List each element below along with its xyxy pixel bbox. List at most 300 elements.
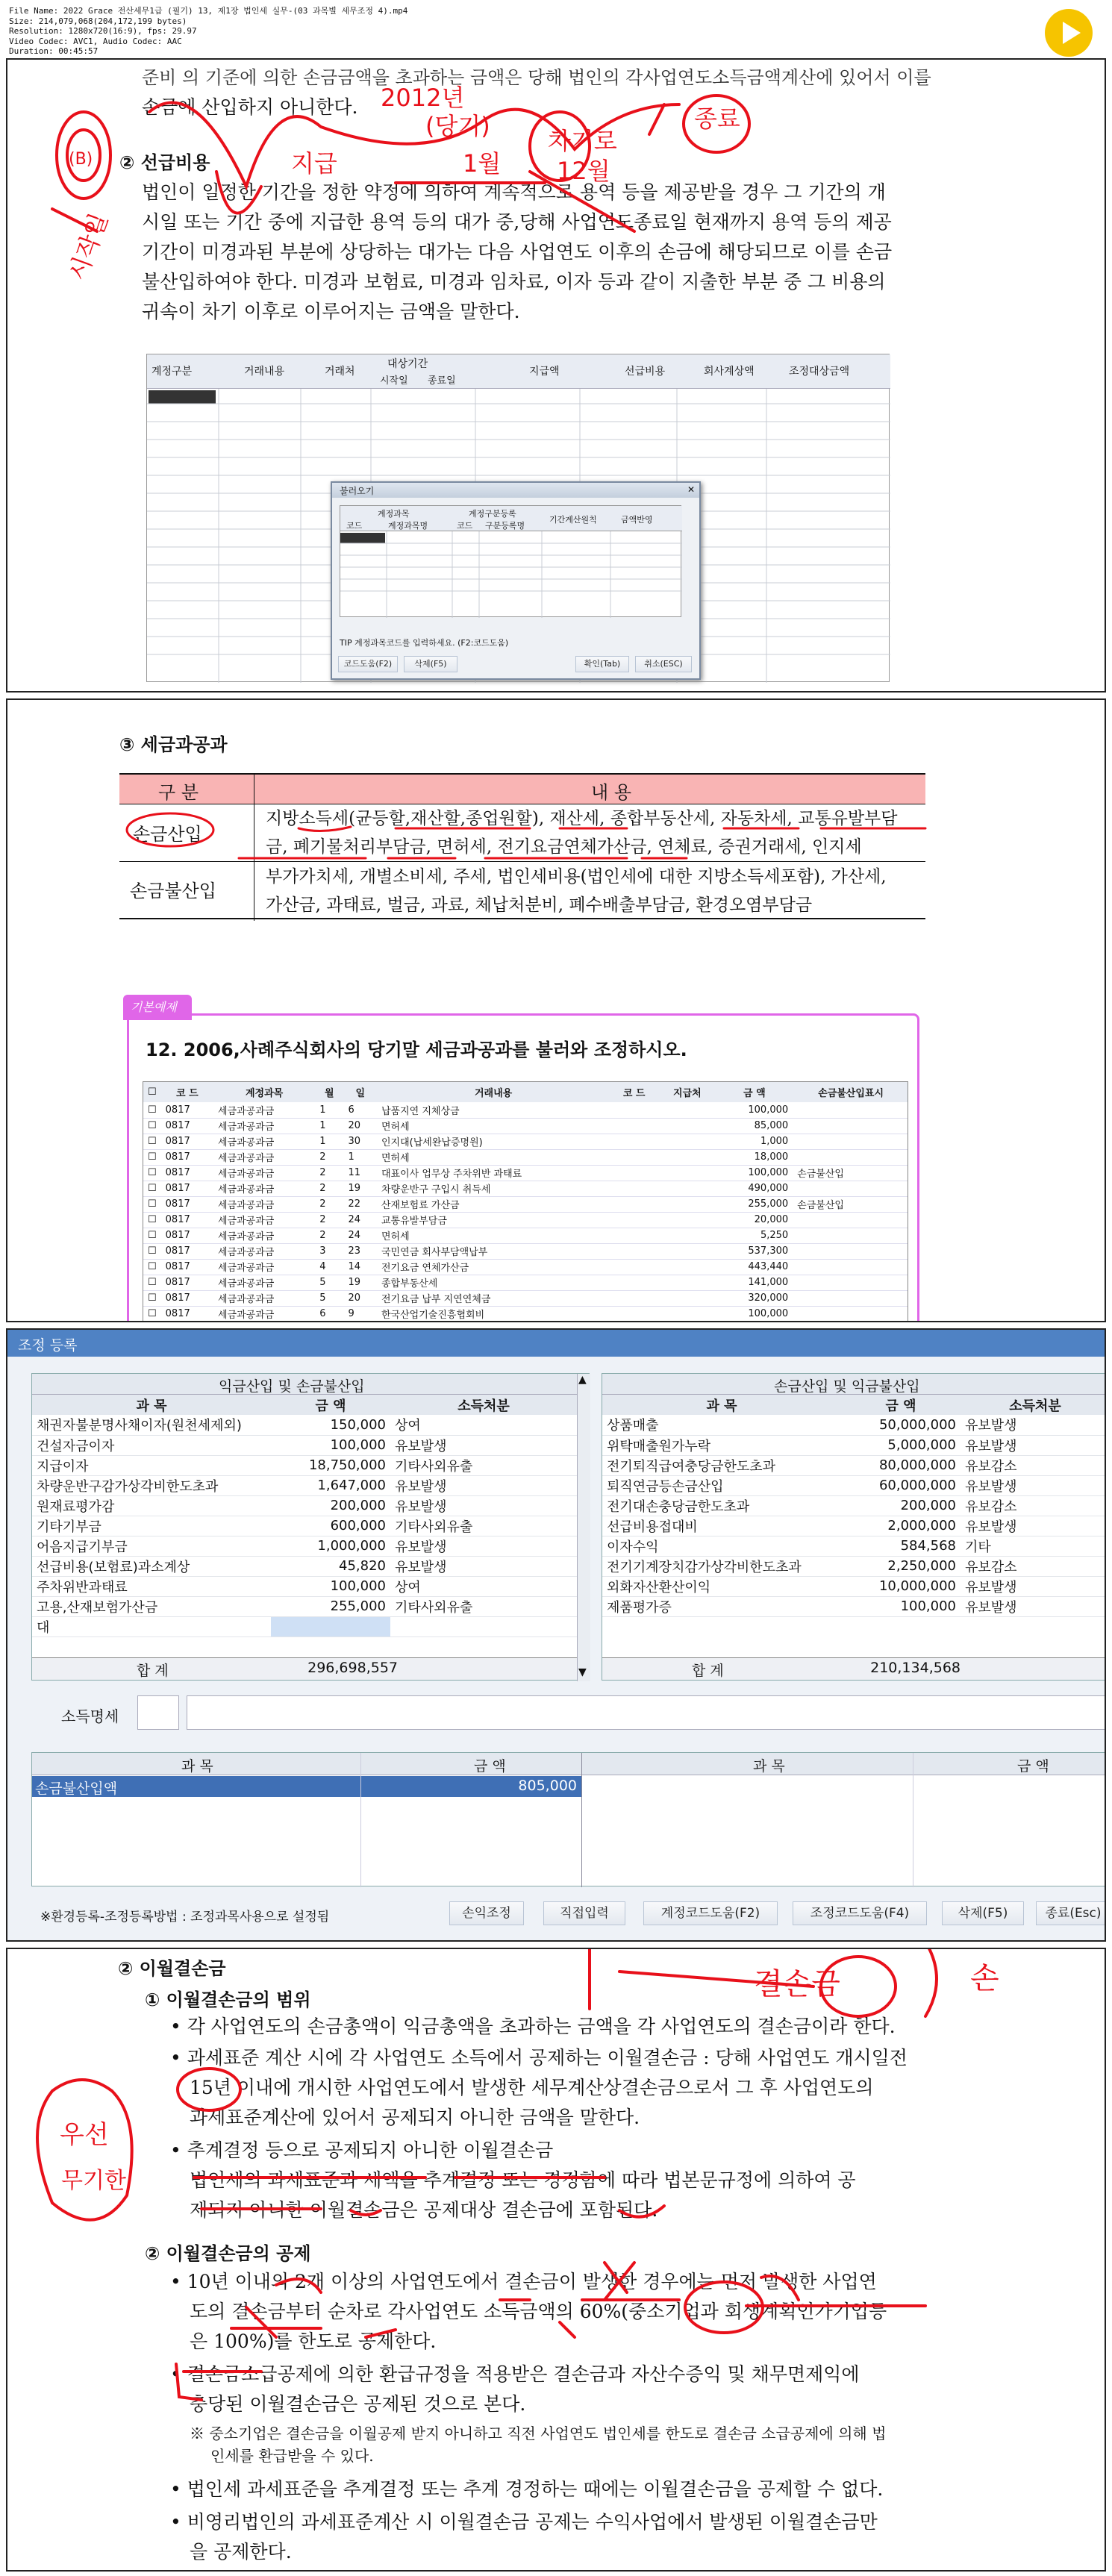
sub-heading: ① 이월결손금의 범위 [145,1989,311,2010]
table-cell: 납품지연 지체상금 [381,1105,460,1117]
col-header: 지급액 [529,366,560,378]
table-cell[interactable]: 기타기부금 [37,1519,101,1535]
table-cell [610,1212,658,1228]
bullet-line: • 비영리법인의 과세표준계산 시 이월결손금 공제는 수익사업에서 발생된 이월결손금만 [170,2511,878,2533]
table-row[interactable] [143,1259,908,1275]
table-cell [658,1275,716,1290]
table-cell[interactable]: 10,000,000 [878,1578,956,1594]
cancel-button[interactable]: 취소(ESC) [635,656,692,672]
table-cell [658,1259,716,1275]
top-text: 준비 의 기준에 의한 손금금액을 초과하는 금액은 당해 법인의 각사업연도소득금액계산에 있어서 이를 [142,67,931,88]
table-cell [658,1243,716,1259]
table-cell: 2 [319,1198,326,1210]
table-row[interactable] [32,1616,577,1636]
play-icon[interactable] [1045,9,1093,57]
table-cell: 산재보험료 가산금 [381,1200,460,1211]
annotation: 차기로 [548,127,617,155]
table-cell [610,1275,658,1290]
row-checkbox[interactable]: ☐ [148,1151,157,1163]
cell-subject: 손금불산입액 [35,1781,118,1797]
table-cell: 세금과공과금 [217,1153,275,1164]
table-cell[interactable] [390,1616,577,1636]
row-checkbox[interactable]: ☐ [148,1261,157,1272]
table-cell [658,1149,716,1165]
table-row[interactable] [143,1212,908,1228]
bullet-line: • 법인세 과세표준을 추계결정 또는 추계 경정하는 때에는 이월결손금을 공제할 수 없다. [170,2478,884,2500]
table-cell: 1,000 [760,1136,789,1147]
table-cell [658,1102,716,1118]
income-code-input[interactable] [137,1695,179,1730]
table-cell[interactable]: 원재료평가감 [37,1498,115,1515]
table-cell: 19 [348,1277,361,1288]
table-cell [793,1149,908,1165]
col-header: 거래내용 [244,366,285,378]
col-header: 금 액 [315,1398,346,1414]
table-cell[interactable]: 1,000,000 [317,1538,386,1554]
table-row[interactable] [602,1435,1106,1455]
table-cell[interactable]: 100,000 [900,1598,956,1614]
table-row[interactable] [32,1455,577,1475]
delete-button[interactable]: 삭제(F5) [404,656,457,672]
table-cell[interactable]: 위탁매출원가누락 [607,1438,711,1454]
scrollbar[interactable] [577,1374,590,1681]
table-cell: 차량운반구 구입시 취득세 [381,1184,491,1195]
table-cell: 5 [319,1277,326,1288]
table-cell: 0817 [165,1136,190,1147]
table-cell[interactable]: 전기대손충당금한도초과 [607,1498,750,1515]
annotation: 우선 [60,2120,109,2150]
col-header: 종료일 [428,375,456,387]
table-cell [610,1290,658,1306]
table-cell[interactable]: 유보발생 [965,1519,1017,1535]
meta-line: Size: 214,079,068(204,172,199 bytes) [9,16,187,26]
table-cell: 19 [348,1183,361,1194]
col-header: 코 드 [175,1088,199,1099]
table-cell: 세금과공과금 [217,1122,275,1133]
section-heading: ② 이월결손금 [118,1958,226,1979]
table-cell: 세금과공과금 [217,1294,275,1305]
table-cell [793,1118,908,1134]
row-text: 지방소득세(균등할,재산할,종업원할), 재산세, 종합부동산세, 자동차세, 교통유발부담 [266,809,898,828]
row-checkbox[interactable]: ☐ [148,1183,157,1194]
table-cell: 세금과공과금 [217,1184,275,1195]
direct-input-button[interactable]: 직접입력 [543,1901,625,1925]
section-heading: ③ 세금과공과 [119,734,228,755]
table-cell[interactable]: 유보발생 [965,1599,1017,1616]
table-cell[interactable]: 100,000 [330,1578,386,1594]
code-help-button[interactable]: 코드도움(F2) [338,656,398,672]
table-cell[interactable]: 100,000 [330,1437,386,1453]
col-header: 과 목 [753,1758,785,1775]
table-row[interactable] [602,1475,1106,1495]
table-cell: 0817 [165,1214,190,1225]
table-cell [658,1290,716,1306]
bullet-line: 을 공제한다. [190,2541,292,2563]
paragraph-line: 시일 또는 기간 중에 지급한 용역 등의 대가 중,당해 사업연도종료일 현재까지 용역 등의 제공 [142,211,892,233]
table-cell [793,1212,908,1228]
table-cell: 100,000 [748,1308,789,1319]
bullet-line: • 결손금소급공제에 의한 환급규정을 적용받은 결손금과 자산수증익 및 채무면제익에 [170,2363,860,2385]
table-cell[interactable]: 600,000 [330,1518,386,1534]
table-cell: 0817 [165,1104,190,1116]
table-cell: 24 [348,1214,361,1225]
table-cell[interactable]: 2,250,000 [887,1558,956,1574]
table-cell[interactable]: 18,750,000 [308,1457,386,1473]
table-row[interactable] [143,1181,908,1196]
table-row[interactable] [143,1149,908,1165]
total-label: 합 계 [137,1663,169,1679]
col-header: 거래처 [325,366,355,378]
table-cell: 0817 [165,1292,190,1304]
table-cell[interactable]: 제품평가증 [607,1599,672,1616]
note-line: 인세를 환급받을 수 있다. [210,2447,374,2465]
table-cell[interactable]: 유보발생 [395,1478,447,1495]
paragraph-line: 귀속이 차기 이후로 이루어지는 금액을 말한다. [142,301,520,322]
bullet-line: • 10년 이내의 2개 이상의 사업연도에서 결손금이 발생한 경우에는 먼저 발생한 사업연 [170,2271,877,2292]
table-cell: 전기요금 연체가산금 [381,1263,469,1274]
table-cell [610,1306,658,1322]
table-cell: 255,000 [748,1198,789,1210]
table-cell[interactable]: 45,820 [339,1558,386,1574]
close-icon[interactable]: ✕ [687,484,696,495]
table-cell: 6 [319,1308,326,1319]
table-cell[interactable]: 상여 [395,1418,421,1434]
col-header: 손금불산입표시 [818,1088,884,1099]
table-header: 구 분 [158,782,199,803]
col-header: 계정과목 [245,1088,284,1099]
load-dialog [331,481,701,680]
table-row[interactable] [32,1596,577,1616]
table-cell: 100,000 [748,1167,789,1178]
table-cell[interactable]: 주차위반과태료 [37,1579,128,1595]
table-cell[interactable]: 채권자불분명사채이자(원천세제외) [37,1418,242,1434]
table-cell[interactable]: 어음지급기부금 [37,1539,128,1555]
example-title: 12. 2006,사례주식회사의 당기말 세금과공과를 불러와 조정하시오. [146,1040,687,1060]
table-cell[interactable]: 60,000,000 [878,1478,956,1493]
col-group: 계정과목 [378,509,410,519]
table-cell[interactable]: 80,000,000 [878,1457,956,1473]
table-cell [793,1134,908,1149]
table-cell [610,1228,658,1243]
total-label: 합 계 [692,1663,724,1679]
col-header: 소득처분 [457,1398,510,1414]
table-cell: 24 [348,1230,361,1241]
table-row[interactable] [143,1102,908,1118]
row-text: 가산금, 과태료, 벌금, 과료, 체납처분비, 폐수배출부담금, 환경오염부담금 [266,895,813,915]
col-header: 소득처분 [1009,1398,1061,1414]
table-cell: 20,000 [754,1214,789,1225]
table-cell: 2 [319,1230,326,1241]
row-checkbox[interactable]: ☐ [148,1292,157,1304]
row-checkbox[interactable]: ☐ [148,1230,157,1241]
table-cell: 교통유발부담금 [381,1216,447,1227]
table-row[interactable] [143,1134,908,1149]
table-row[interactable] [32,1415,577,1435]
table-cell[interactable]: 이자수익 [607,1539,659,1555]
table-row[interactable] [143,1306,908,1322]
table-cell: 1 [348,1151,354,1163]
table-cell[interactable]: 유보발생 [395,1539,447,1555]
annotation: (당기) [425,112,490,140]
table-cell: 0817 [165,1230,190,1241]
table-cell[interactable]: 전기기계장치감가상각비한도초과 [607,1559,802,1575]
tax-table [119,773,925,919]
left-total: 296,698,557 [307,1660,398,1676]
grid-title: 익금산입 및 손금불산입 [219,1378,365,1395]
table-cell [658,1118,716,1134]
bullet-line: 과세표준계산에 있어서 공제되지 아니한 금액을 말한다. [190,2107,640,2128]
section-heading: ② 선급비용 [119,152,210,173]
table-cell: 손금불산입 [797,1169,844,1180]
table-cell[interactable]: 대 [37,1619,50,1636]
table-cell: 세금과공과금 [217,1263,275,1274]
table-cell[interactable]: 1,647,000 [317,1478,386,1493]
right-total: 210,134,568 [870,1660,960,1676]
table-row[interactable] [602,1596,1106,1616]
row-checkbox[interactable]: ☐ [148,1308,157,1319]
table-row[interactable] [602,1556,1106,1576]
table-cell[interactable]: 150,000 [330,1416,386,1433]
table-cell: 30 [348,1136,361,1147]
table-row[interactable] [602,1536,1106,1556]
table-cell: 5,250 [760,1230,789,1241]
table-row[interactable] [32,1495,577,1516]
bullet-line: • 과세표준 계산 시에 각 사업연도 소득에서 공제하는 이월결손금 : 당해 사업연도 개시일전 [170,2047,908,2069]
table-cell: 0817 [165,1277,190,1288]
table-row[interactable] [602,1576,1106,1596]
table-cell[interactable]: 상여 [395,1579,421,1595]
table-cell[interactable]: 선급비용(보험료)과소계상 [37,1559,190,1575]
table-cell[interactable]: 유보발생 [395,1438,447,1454]
table-cell [610,1165,658,1181]
table-row[interactable] [143,1165,908,1181]
table-cell: 0817 [165,1308,190,1319]
table-row[interactable] [32,1475,577,1495]
table-cell [793,1259,908,1275]
table-cell [793,1275,908,1290]
table-row[interactable] [143,1228,908,1243]
bullet-line: 제되지 아니한 이월결손금은 공제대상 결손금에 포함된다. [190,2199,658,2221]
table-row[interactable] [602,1455,1106,1475]
table-cell: 세금과공과금 [217,1200,275,1211]
table-cell: 141,000 [748,1277,789,1288]
table-cell: 대표이사 업무상 주차위반 과태료 [381,1169,522,1180]
table-row[interactable] [602,1495,1106,1516]
dialog-title: 불러오기 [340,486,375,496]
income-detail-label: 소득명세 [61,1707,119,1725]
table-cell [658,1212,716,1228]
table-cell[interactable]: 5,000,000 [887,1437,956,1453]
table-cell [610,1118,658,1134]
table-cell: 손금불산입 [797,1200,844,1211]
table-cell: 세금과공과금 [217,1278,275,1289]
table-cell: 0817 [165,1245,190,1257]
table-cell [610,1196,658,1212]
table-cell[interactable]: 255,000 [330,1598,386,1614]
table-cell: 11 [348,1167,361,1178]
annotation: 무기한 [61,2168,126,2194]
table-cell [793,1228,908,1243]
bullet-line: 은 100%)를 한도로 공제한다. [190,2330,437,2352]
close-button[interactable]: 종료(Esc) [1036,1901,1106,1925]
table-cell[interactable]: 외화자산환산이익 [607,1579,711,1595]
row-checkbox[interactable]: ☐ [148,1214,157,1225]
col-header: 코드 [457,521,473,531]
table-cell[interactable]: 유보발생 [395,1559,447,1575]
scroll-down-icon[interactable]: ▼ [578,1666,587,1678]
table-row[interactable] [143,1243,908,1259]
row-label-deductible: 손금산입 [133,824,202,845]
table-cell: 20 [348,1120,361,1131]
table-row[interactable] [32,1516,577,1536]
table-cell [610,1102,658,1118]
table-cell[interactable]: 유보감소 [965,1458,1017,1475]
table-cell: 2 [319,1214,326,1225]
table-cell[interactable]: 차량운반구감가상각비한도초과 [37,1478,219,1495]
table-cell[interactable] [271,1616,390,1636]
bullet-line: 법인세의 과세표준과 세액을 추계결정 또는 경정함에 따라 법본문규정에 의하여 공 [190,2169,856,2191]
table-cell: 0817 [165,1198,190,1210]
row-label-nondeductible: 손금불산입 [130,881,216,901]
row-checkbox[interactable]: ☐ [148,1120,157,1131]
table-row[interactable] [143,1118,908,1134]
summary-grid [31,1752,1106,1886]
table-cell[interactable]: 기타사외유출 [395,1519,473,1535]
table-row[interactable] [143,1275,908,1290]
add-items-grid [31,1373,590,1681]
table-cell[interactable]: 유보발생 [965,1438,1017,1454]
table-cell [610,1134,658,1149]
window-title: 조정 등록 [18,1337,78,1354]
col-header: 계정과목명 [388,521,428,531]
table-cell[interactable]: 유보발생 [965,1418,1017,1434]
table-row[interactable] [32,1536,577,1556]
table-row[interactable] [602,1516,1106,1536]
col-header: 금액반영 [621,515,653,525]
table-cell [793,1243,908,1259]
table-cell [658,1228,716,1243]
table-cell: 세금과공과금 [217,1310,275,1321]
paragraph-line: 기간이 미경과된 부분에 상당하는 대가는 다음 사업연도 이후의 손금에 해당되므로 이를 손금 [142,241,893,263]
adjust-code-help-button[interactable]: 조정코드도움(F4) [793,1901,927,1925]
col-header: 지급처 [673,1088,702,1099]
table-row[interactable] [32,1576,577,1596]
table-cell[interactable]: 기타 [965,1539,991,1555]
delete-button[interactable]: 삭제(F5) [942,1901,1024,1925]
video-metadata [9,6,407,57]
table-cell: 0817 [165,1183,190,1194]
table-cell[interactable]: 유보감소 [965,1498,1017,1515]
col-header: 기간계산원칙 [549,515,597,525]
table-cell[interactable]: 상품매출 [607,1418,659,1434]
row-checkbox[interactable]: ☐ [148,1245,157,1257]
table-cell [793,1290,908,1306]
footer-note: ※환경등록-조정등록방법 : 조정과목사용으로 설정됨 [40,1910,330,1925]
table-cell: 세금과공과금 [217,1169,275,1180]
table-cell[interactable]: 50,000,000 [878,1416,956,1433]
table-cell[interactable]: 유보발생 [965,1478,1017,1495]
table-cell: 2 [319,1167,326,1178]
annotation: 지급 [291,149,337,178]
table-cell [658,1134,716,1149]
table-header: 내 용 [591,782,631,803]
table-cell: 인지대(납세완납증명원) [381,1137,483,1148]
col-header: 회사계상액 [704,366,755,378]
table-cell[interactable]: 퇴직연금등손금산입 [607,1478,724,1495]
table-cell[interactable]: 유보발생 [965,1579,1017,1595]
table-cell: 세금과공과금 [217,1216,275,1227]
table-cell[interactable]: 지급이자 [37,1458,89,1475]
annotation: 2012년 [381,84,465,112]
row-checkbox[interactable]: ☐ [148,1136,157,1147]
ok-button[interactable]: 확인(Tab) [575,656,629,672]
meta-line: Duration: 00:45:57 [9,46,99,56]
table-cell [658,1181,716,1196]
table-cell: 면허세 [381,1122,410,1133]
table-cell[interactable]: 기타사외유출 [395,1458,473,1475]
row-checkbox[interactable]: ☐ [148,1104,157,1116]
table-row[interactable] [143,1196,908,1212]
table-cell [793,1306,908,1322]
meta-line: File Name: 2022 Grace 전산세무1급 (필기) 13, 제1장 법인세 실무-(03 과목별 세무조정 4).mp4 [9,6,408,16]
income-detail-input[interactable] [187,1695,1106,1730]
table-cell[interactable]: 유보감소 [965,1559,1017,1575]
table-row[interactable] [32,1556,577,1576]
table-cell[interactable]: 고용,산재보험가산금 [37,1599,158,1616]
table-cell: 세금과공과금 [217,1105,275,1117]
annotation: (B) [69,150,93,169]
table-cell[interactable]: 584,568 [900,1538,956,1554]
bullet-line: 15년 이내에 개시한 사업연도에서 발생한 세무계산상결손금으로서 그 후 사업연도의 [190,2077,874,2098]
table-cell: 세금과공과금 [217,1231,275,1242]
note-line: ※ 중소기업은 결손금을 이월공제 받지 아니하고 직전 사업연도 법인세를 한도로 결손금 소급공제에 의해 법 [190,2425,887,2442]
table-row[interactable] [602,1415,1106,1435]
table-cell[interactable]: 선급비용접대비 [607,1519,698,1535]
table-cell [610,1259,658,1275]
annotation: 시작일 [63,209,113,284]
paragraph-line: 불산입하여야 한다. 미경과 보험료, 미경과 임차료, 이자 등과 같이 지출한 부분 중 그 비용의 [142,271,886,293]
scroll-up-icon[interactable]: ▲ [578,1374,587,1386]
example-box [127,1000,919,1322]
annotation: 손 [970,1961,999,1995]
row-checkbox[interactable]: ☐ [148,1167,157,1178]
table-cell[interactable]: 건설자금이자 [37,1438,115,1454]
ledger-table: ☐ 코 드 계정과목 월 일 거래내용 코 드 지급처 금 액 손금불산입표시 ☐ 0817 세금과공과금 1 6 납품지연 지체상금 100,000 ☐ 0817 세금과공과금 1 20 면허세 85,000 ☐ 0817 세금과공과금 1 30 인지대(납세완납증명원) 1,000 ☐ 0817 세금과공과금 2 1 면허세 18,000 ☐ 0817 세금과공과금 2 11 대표이사 업무상 주차위반 과태료 100,000 손금불산입 ☐ 0817 세금과공과금 2 19 차량운반구 구입시 취득세 490,000 ☐ 0817 세금과공과금 2 22 산재보험료 가산금 255,000 손금불산입 ☐ 0817 세금과공과금 2 24 교통유발부담금 20,000 ☐ 0817 세금과공과금 2 24 면허세 5,250 ☐ 0817 세금과공과금 3 23 국민연금 회사부담액납부 537,300 ☐ 0817 세금과공과금 4 14 전기요금 연체가산금 443,440 ☐ 0817 세금과공과금 5 19 종합부동산세 141,000 ☐ 0817 세금과공과금 5 20 전기요금 납부 지연연체금 320,000 ☐ 0817 세금과공과금 6 9 한국산업기술진흥협회비 100,000 [143,1081,908,1322]
table-cell[interactable]: 유보발생 [395,1498,447,1515]
table-cell[interactable]: 200,000 [900,1498,956,1513]
pl-adjust-button[interactable]: 손익조정 [449,1901,524,1925]
table-cell[interactable]: 2,000,000 [887,1518,956,1534]
table-cell: 9 [348,1308,354,1319]
table-row[interactable] [32,1435,577,1455]
account-code-help-button[interactable]: 계정코드도움(F2) [643,1901,778,1925]
table-cell: 490,000 [748,1183,789,1194]
table-cell: 1 [319,1136,326,1147]
table-cell: 320,000 [748,1292,789,1304]
deduct-items-grid [602,1373,1106,1681]
top-text-2: 손금에 산입하지 아니한다. [142,96,358,118]
table-row[interactable] [143,1290,908,1306]
example-tag: 기본예제 [131,1000,177,1014]
annotation: 12월 [557,157,610,185]
row-checkbox[interactable]: ☐ [148,1198,157,1210]
table-cell[interactable]: 기타사외유출 [395,1599,473,1616]
table-cell[interactable]: 전기퇴직급여충당금한도초과 [607,1458,776,1475]
table-cell: 종합부동산세 [381,1278,438,1289]
table-cell[interactable]: 200,000 [330,1498,386,1513]
table-cell: 0817 [165,1167,190,1178]
row-checkbox[interactable]: ☐ [148,1277,157,1288]
